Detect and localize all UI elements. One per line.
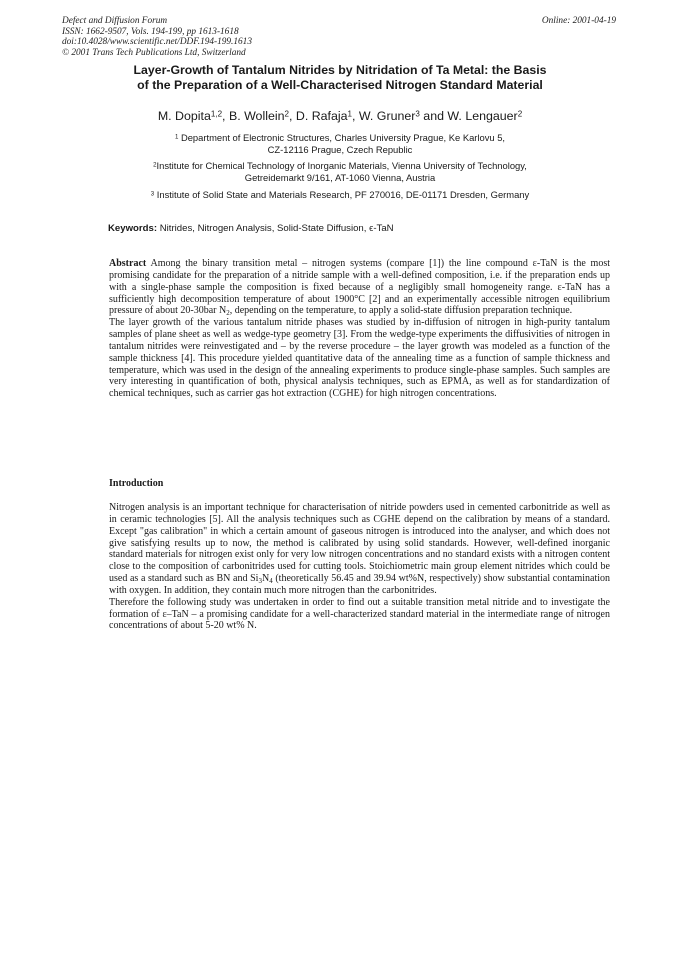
doi-line: doi:10.4028/www.scientific.net/DDF.194-199.1613	[62, 37, 252, 48]
author: B. Wollein$^2$	[228, 109, 289, 123]
copyright-line: © 2001 Trans Tech Publications Ltd, Switzerland	[62, 47, 246, 58]
section-heading-introduction: Introduction	[109, 478, 164, 489]
author: M. Dopita$^{1,2}$	[157, 109, 223, 123]
introduction-body	[109, 502, 610, 632]
title-line-1: Layer-Growth of Tantalum Nitrides by Nitridation of Ta Metal: the Basis	[133, 63, 547, 77]
author-list: M. Dopita$^{1,2}$, B. Wollein$^2$, D. Rafaja$^1$, W. Gruner$^3$ and W. Lengauer$^2$	[157, 109, 523, 123]
online-date: Online: 2001-04-19	[541, 16, 616, 26]
author: W. Lengauer$^2$	[447, 109, 523, 123]
abstract-label: Abstract	[109, 258, 147, 269]
intro-paragraph-2: Therefore the following study was undertaken in order to find out a suitable transition metal nitride and to investigate the formation of ε–TaN – a promising candidate for a well-characterized standard material in the intermediate range of nitrogen concentrations of about 5-20 wt% N.	[109, 596, 610, 632]
affiliation-1: $^1$ Department of Electronic Structures, Charles University Prague, Ke Karlovu 5, CZ-12116 Prague, Czech Republic	[174, 132, 506, 155]
abstract-paragraph-2: The layer growth of the various tantalum nitride phases was studied by in-diffusion of nitrogen in high-purity tantalum samples of plane sheet as well as wedge-type geometry [3]. From the wedge-type experiments the diffusivities of nitrogen in tantalum nitrides were reinvestigated and – by the reverse procedure – the layer growth was modeled as a function of the sample thickness [4]. This procedure yielded quantitative data of the annealing time as a function of sample thickness and temperature, which was used in the design of the annealing experiments to produce single-phase samples. Such samples are very interesting in quantification of both, physical analysis techniques, such as EPMA, as well as for standardization of chemical techniques, such as carrier gas hot extraction (CGHE) for high nitrogen concentrations.	[109, 317, 610, 400]
journal-header	[62, 16, 252, 58]
keywords-label: Keywords:	[108, 223, 158, 234]
abstract	[109, 258, 610, 400]
keywords	[108, 223, 618, 235]
affiliation-2: $^2$Institute for Chemical Technology of Inorganic Materials, Vienna University of Technology, Getreidemarkt 9/161, AT-1060 Vienna, Austria	[153, 160, 527, 183]
intro-paragraph-1: Nitrogen analysis is an important technique for characterisation of nitride powders used in cemented carbonitride as well as in ceramic technologies [5]. All the analysis techniques such as CGHE depend on the calibration by means of a standard. Except "gas calibration" in which a certain amount of gaseous nitrogen is introduced into the analyser, and which does not give satisfying results up to now, the method is calibrated by using solid standards. However, well-defined inorganic standard materials for nitrogen exist only for very low nitrogen concentrations and no standard exists with a nitrogen content close to the composition of carbonitrides used for cutting tools. Stoichiometric main group element nitrides which could be used as a standard such as BN and $Si_3N_4$ (theoretically 56.45 and 39.94 wt%N, respectively) show substantial contamination with oxygen. In addition, they contain much more nitrogen than the carbonitrides.	[109, 502, 610, 596]
affiliation-3: $^3$ Institute of Solid State and Materials Research, PF 270016, DE-01171 Dresden, Germany	[150, 189, 530, 200]
journal-name: Defect and Diffusion Forum	[62, 16, 168, 26]
author: W. Gruner$^3$	[358, 109, 420, 123]
keywords-text: Nitrides, Nitrogen Analysis, Solid-State Diffusion, ϵ-TaN	[159, 223, 394, 234]
paper-title	[62, 63, 618, 92]
issn-line: ISSN: 1662-9507, Vols. 194-199, pp 1613-1618	[62, 26, 239, 37]
title-line-2: of the Preparation of a Well-Characterised Nitrogen Standard Material	[137, 77, 543, 92]
abstract-paragraph-1: Abstract Among the binary transition metal – nitrogen systems (compare [1]) the line compound ε-TaN is the most promising candidate for the preparation of a nitride sample with a well-defined composition, i.e. if the preparation ends up with a single-phase sample the composition is fixed because of a negligibly small homogeneity range. ε-TaN has a sufficiently high decomposition temperature of about 1900°C [2] and an experimentally accessible nitrogen equilibrium pressure of about 20-30bar $N_2$, depending on the temperature, to apply a solid-state diffusion preparation technique.	[109, 258, 610, 318]
author: D. Rafaja$^1$	[295, 109, 353, 123]
